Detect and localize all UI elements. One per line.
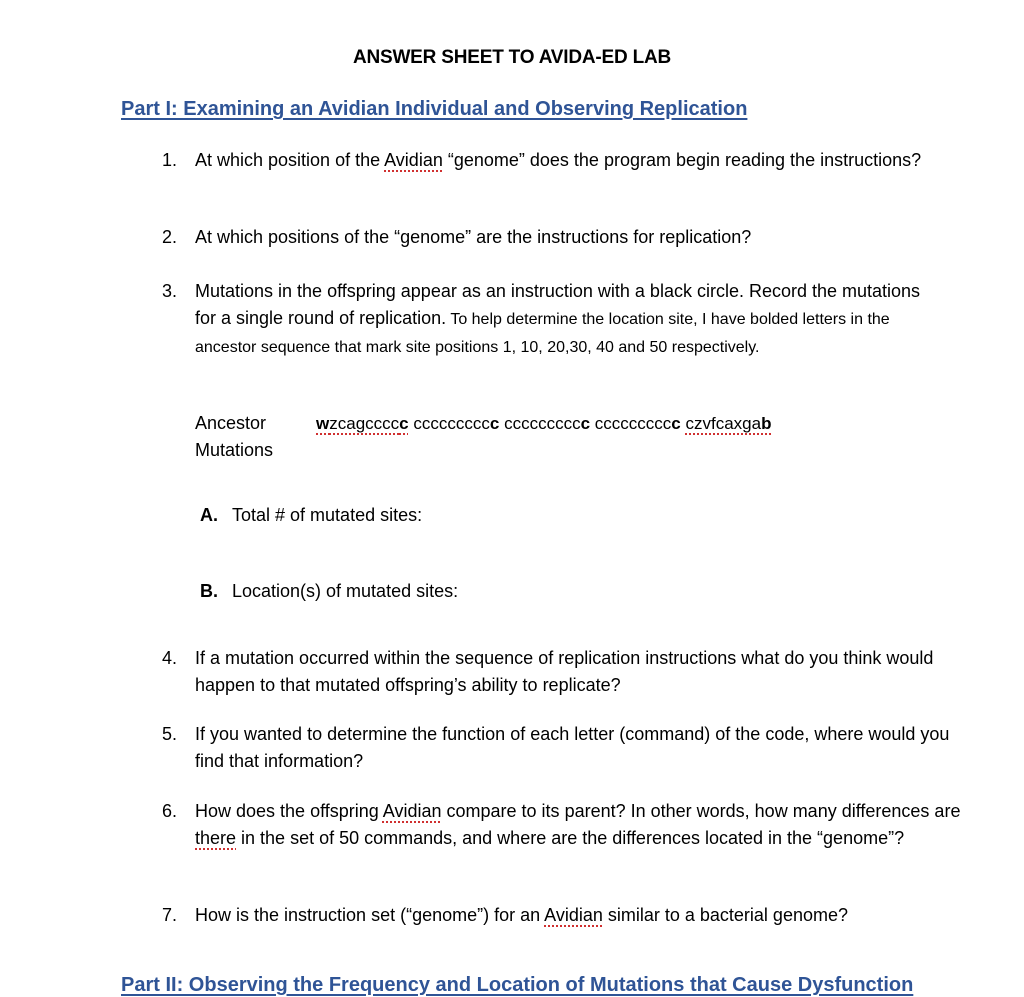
question-number: 4. [162,648,178,668]
question-3 [162,278,932,361]
question-7 [162,902,972,929]
question-text: If a mutation occurred within the sequence of replication instructions what do you think would happen to that mutated offspring’s ability to replicate? [195,648,934,695]
question-number: 3. [162,281,178,301]
question-text: Mutations in the offspring appear as an instruction with a black circle. Record the mutations for a single round of replication. To help determine the location site, I have bolded letters in the ancestor sequence that mark site positions 1, 10, 20,30, 40 and 50 respectively. [195,281,921,356]
question-number: 2. [162,227,178,247]
question-note: To help determine the location site, I have bolded letters in the ancestor sequence that mark site positions 1, 10, 20,30, 40 and 50 respectively. [195,311,890,356]
question-number: 5. [162,724,178,744]
subquestion-a: A. Total # of mutated sites: [200,505,423,525]
question-number: 6. [162,801,178,821]
ancestor-label: Ancestor [195,413,267,433]
question-4 [162,645,942,699]
part-2-heading: Part II: Observing the Frequency and Location of Mutations that Cause Dysfunction [121,974,914,996]
question-2 [162,224,972,251]
mutations-label: Mutations [195,440,274,460]
question-6 [162,798,972,852]
part-1-heading: Part I: Examining an Avidian Individual and Observing Replication [121,98,748,120]
question-5 [162,721,962,775]
question-text: How does the offspring Avidian compare to its parent? In other words, how many differences are there in the set of 50 commands, and where are the differences located in the “genome”? [195,801,961,848]
question-text: If you wanted to determine the function of each letter (command) of the code, where would you find that information? [195,724,950,771]
question-text: At which positions of the “genome” are the instructions for replication? [195,227,752,247]
question-number: 1. [162,150,178,170]
page-title: ANSWER SHEET TO AVIDA-ED LAB [352,47,672,68]
question-text: How is the instruction set (“genome”) for an Avidian similar to a bacterial genome? [195,905,848,925]
subquestion-b: B. Location(s) of mutated sites: [200,581,459,601]
question-1 [162,147,972,174]
question-text: At which position of the Avidian “genome” does the program begin reading the instructions? [195,150,922,170]
question-number: 7. [162,905,178,925]
ancestor-sequence: wzcagccccc cccccccccc cccccccccc cccccccccc czvfcaxgab [316,414,772,433]
